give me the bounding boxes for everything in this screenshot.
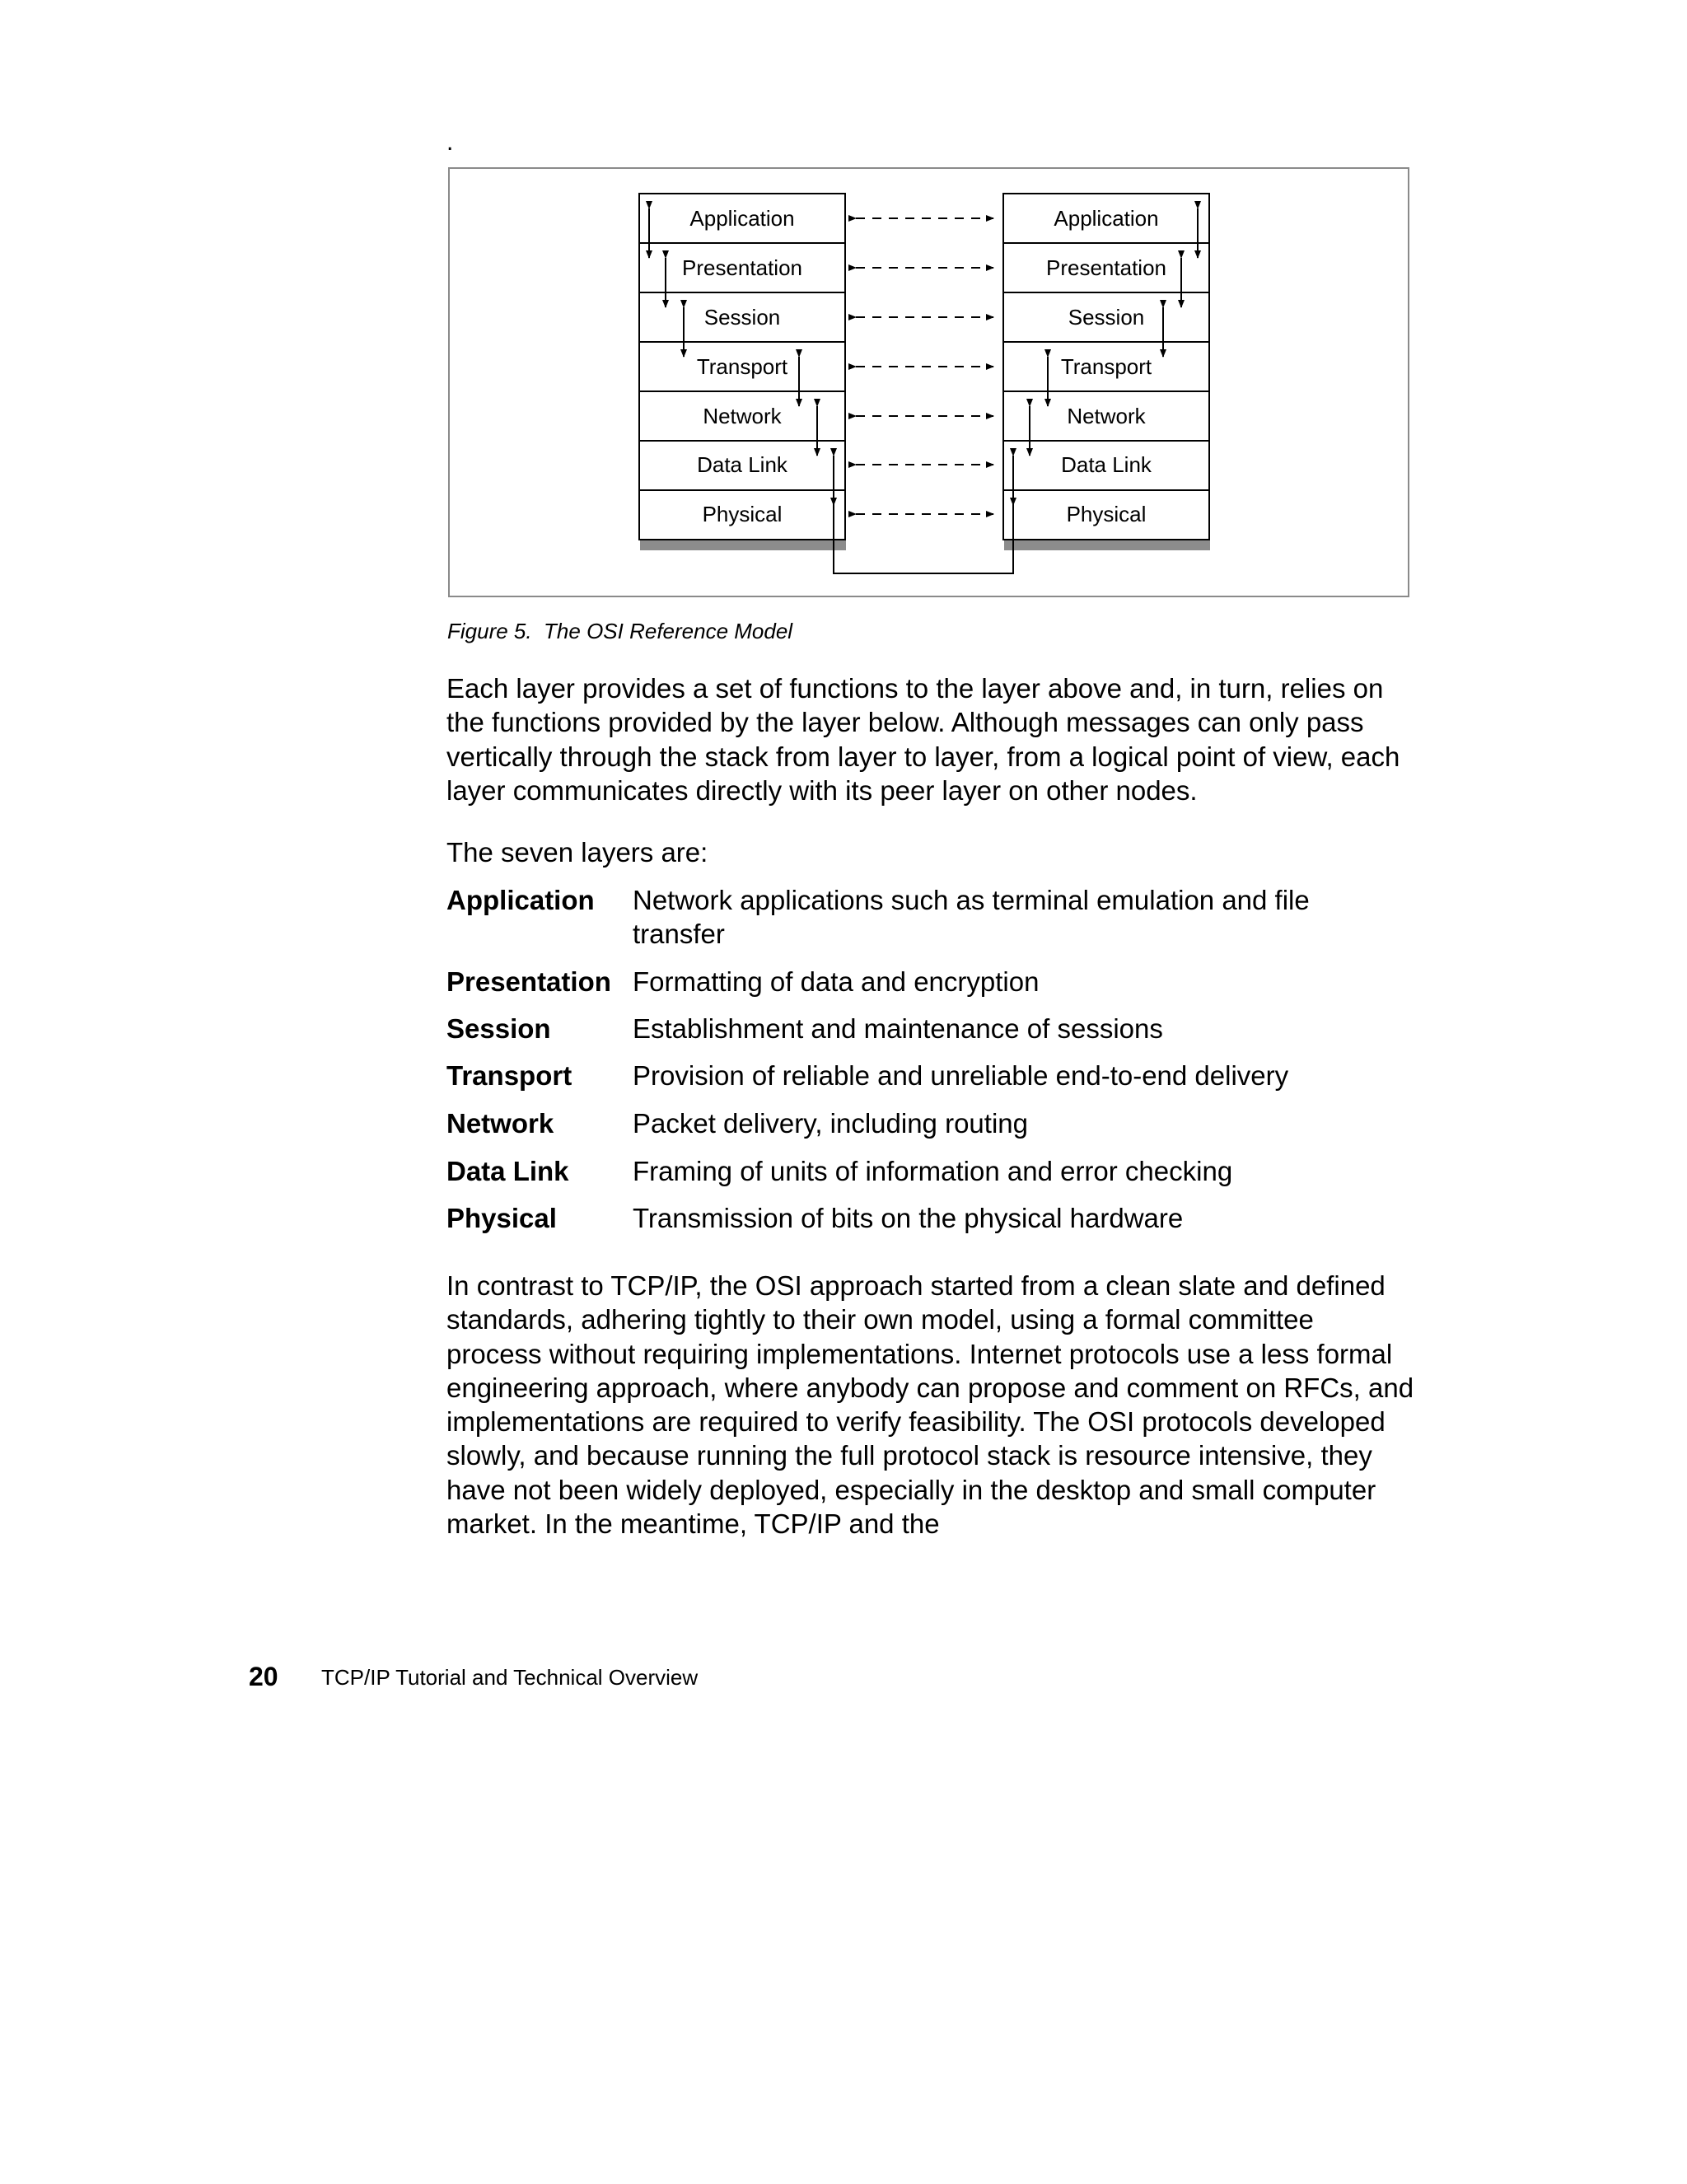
right-layer-presentation: Presentation [1046, 255, 1166, 280]
leading-dot: . [446, 129, 454, 156]
layer-description: Packet delivery, including routing [633, 1108, 1028, 1139]
figure-caption: Figure 5. The OSI Reference Model [447, 619, 793, 643]
layer-description: Transmission of bits on the physical hardware [633, 1203, 1184, 1233]
right-layer-network: Network [1067, 404, 1146, 428]
running-footer-title: TCP/IP Tutorial and Technical Overview [321, 1665, 699, 1690]
layer-term: Presentation [446, 966, 611, 997]
layer-description: Framing of units of information and error checking [633, 1156, 1233, 1186]
layer-term: Data Link [446, 1156, 569, 1186]
left-layer-data-link: Data Link [697, 452, 787, 477]
left-layer-physical: Physical [702, 502, 783, 526]
layer-term: Network [446, 1108, 554, 1139]
right-layer-physical: Physical [1066, 502, 1147, 526]
layer-term: Session [446, 1013, 551, 1044]
left-layer-presentation: Presentation [682, 255, 802, 280]
osi-diagram [450, 169, 1408, 596]
osi-figure [448, 167, 1409, 597]
left-layer-transport: Transport [696, 354, 788, 379]
layer-description: Provision of reliable and unreliable end-to-end delivery [633, 1060, 1289, 1091]
physical-link [834, 505, 1013, 573]
peer-arrows [856, 218, 993, 514]
right-layer-transport: Transport [1060, 354, 1152, 379]
page-number: 20 [249, 1662, 278, 1691]
intro-paragraph: Each layer provides a set of functions to the layer above and, in turn, relies on the functions provided by the layer below. Although messages can only pass vertically through the stack from layer to layer, from a logical point of view, each layer communicates directly with its peer layer on other nodes. [446, 673, 1400, 806]
layer-description: Establishment and maintenance of sessions [633, 1013, 1163, 1044]
left-layer-network: Network [703, 404, 782, 428]
layer-description: Formatting of data and encryption [633, 966, 1040, 997]
left-layer-application: Application [689, 206, 795, 231]
layer-term: Transport [446, 1060, 572, 1091]
right-layer-session: Session [1068, 305, 1145, 330]
layer-term: Physical [446, 1203, 557, 1233]
left-layer-session: Session [703, 305, 781, 330]
layer-description: Network applications such as terminal emulation and file transfer [633, 885, 1310, 949]
lead-in-paragraph: The seven layers are: [446, 837, 708, 868]
right-layer-application: Application [1054, 206, 1159, 231]
contrast-paragraph: In contrast to TCP/IP, the OSI approach started from a clean slate and defined standards, adhering tightly to their own model, using a formal committee process without requiring implementations. Internet protocols use a less formal engineering approach, where anybody can propose and comment on RFCs, and implementations are required to verify feasibility. The OSI protocols developed slowly, and because running the full protocol stack is resource intensive, they have not been widely deployed, especially in the desktop and small computer market. In the meantime, TCP/IP and the [446, 1270, 1414, 1540]
right-layer-data-link: Data Link [1061, 452, 1152, 477]
layer-term: Application [446, 885, 595, 915]
